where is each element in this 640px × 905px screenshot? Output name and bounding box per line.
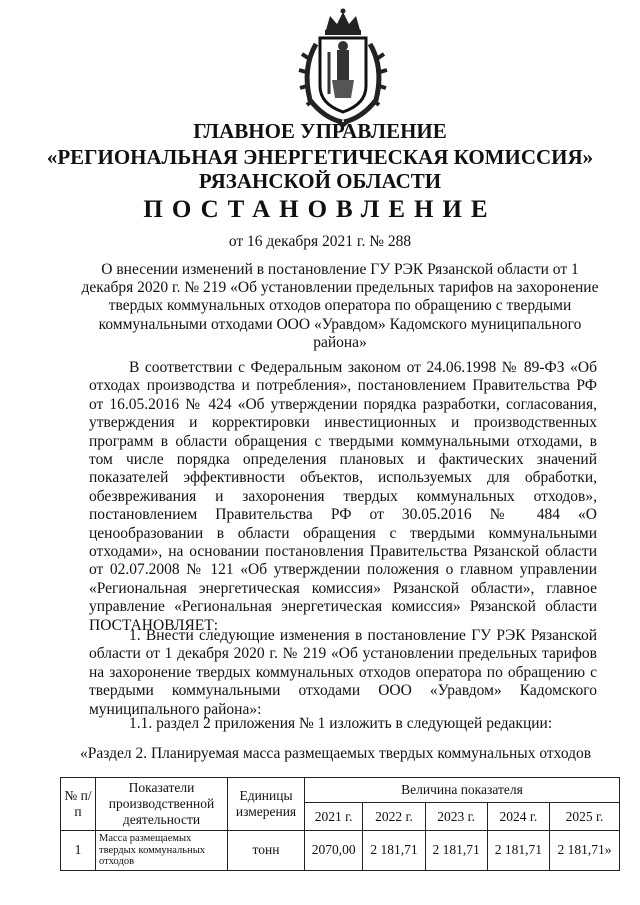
document-date-number: от 16 декабря 2021 г. № 288	[228, 233, 412, 250]
row-unit: тонн	[228, 831, 305, 871]
year-header: 2024 г.	[487, 803, 549, 831]
row-value: 2 181,71	[487, 831, 549, 871]
clause-1-1-paragraph: 1.1. раздел 2 приложения № 1 изложить в следующей редакции:	[129, 715, 553, 732]
col-unit-header: Единицы измерения	[228, 778, 305, 831]
coat-of-arms-emblem	[296, 8, 390, 130]
row-value: 2 181,71»	[550, 831, 620, 871]
row-indicator: Масса размещаемых твердых коммунальных отходов	[96, 831, 228, 871]
row-value: 2 181,71	[425, 831, 487, 871]
row-number: 1	[61, 831, 96, 871]
year-header: 2023 г.	[425, 803, 487, 831]
clause-1-paragraph: 1. Внести следующие изменения в постановление ГУ РЭК Рязанской области от 1 декабря 2020 г. № 219 «Об установлении предельных тарифов на захоронение твердых коммунальных отходов оператора по обращению с твердыми коммунальными отходами ООО «Уравдом» Кадомского муниципального района»:	[89, 627, 597, 718]
agency-title-line-3: РЯЗАНСКОЙ ОБЛАСТИ	[198, 169, 442, 193]
preamble-paragraph: В соответствии с Федеральным законом от 24.06.1998 № 89-ФЗ «Об отходах производства и потребления», постановлением Правительства РФ от 16.05.2016 № 424 «Об утверждении порядка разработки, согласования, утверждения и корректировки инвестиционных и производственных программ в области обращения с твердыми коммунальными отходами, в том числе порядка определения плановых и фактических значений показателей эффективности объектов, используемых для обработки, обезвреживания и захоронения твердых коммунальных отходов», постановлением Правительства РФ от 30.05.2016 № 484 «О ценообразовании в области обращения с твердыми коммунальными отходами», на основании постановления Правительства Рязанской области от 02.07.2008 № 121 «Об утверждении положения о главном управлении «Региональная энергетическая комиссия» Рязанской области», главное управление «Региональная энергетическая комиссия» Рязанской области ПОСТАНОВЛЯЕТ:	[89, 359, 597, 634]
agency-title-line-1: ГЛАВНОЕ УПРАВЛЕНИЕ	[193, 119, 447, 143]
table-row	[61, 831, 620, 871]
table-header-row	[61, 778, 620, 803]
row-value: 2070,00	[305, 831, 363, 871]
agency-title-line-2: «РЕГИОНАЛЬНАЯ ЭНЕРГЕТИЧЕСКАЯ КОМИССИЯ»	[46, 145, 594, 169]
year-header: 2021 г.	[305, 803, 363, 831]
col-number-header: № п/п	[61, 778, 96, 831]
col-value-header: Величина показателя	[305, 778, 620, 803]
year-header: 2025 г.	[550, 803, 620, 831]
document-subject: О внесении изменений в постановление ГУ РЭК Рязанской области от 1 декабря 2020 г. № 219 «Об установлении предельных тарифов на захоронение твердых коммунальных отходов оператора по обращению с твердыми коммунальными отходами ООО «Уравдом» Кадомского муниципального района»	[81, 261, 599, 351]
row-value: 2 181,71	[363, 831, 425, 871]
document-type: ПОСТАНОВЛЕНИЕ	[143, 196, 497, 223]
year-header: 2022 г.	[363, 803, 425, 831]
waste-mass-table	[60, 777, 620, 871]
col-indicator-header: Показатели производственной деятельности	[96, 778, 228, 831]
section-2-heading: «Раздел 2. Планируемая масса размещаемых твердых коммунальных отходов	[80, 745, 592, 762]
